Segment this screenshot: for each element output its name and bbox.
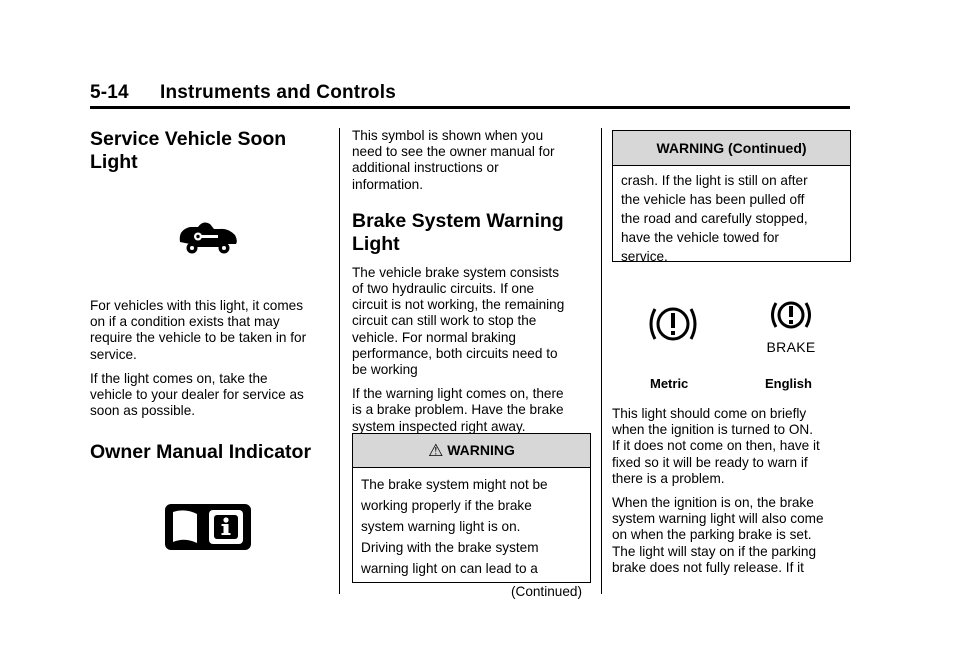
- page-number: 5-14: [90, 82, 129, 103]
- brake-icon-text: BRAKE: [766, 339, 816, 355]
- warning-continued-body: crash. If the light is still on after the vehicle has been pulled off the road and carefully stopped, have the vehicle towed for service.: [621, 173, 808, 264]
- brake-light-paragraph-2: When the ignition is on, the brake system warning light will also come on when the parking brake is set. The light will stay on if the parking brake does not fully release. If it: [612, 495, 824, 575]
- column-divider-2: [601, 128, 602, 594]
- column-divider-1: [339, 128, 340, 594]
- brake-paragraph-1: The vehicle brake system consists of two hydraulic circuits. If one circuit is not working, the remaining circuit can still work to stop the vehicle. For normal braking performance, both circuits need to be working: [352, 264, 565, 378]
- service-vehicle-soon-heading: Service Vehicle Soon Light: [90, 128, 287, 173]
- english-label: English: [765, 376, 812, 391]
- car-wrench-icon: [90, 218, 326, 258]
- column-2: [352, 128, 590, 435]
- warning-continued: (Continued): [510, 584, 582, 599]
- warning-continued-header: WARNING (Continued): [613, 131, 850, 166]
- owner-manual-book-icon: [90, 502, 326, 552]
- brake-warning-english-icon: [763, 298, 819, 354]
- warning-header: [353, 434, 590, 468]
- metric-label: Metric: [650, 376, 689, 391]
- brake-paragraph-2: If the warning light comes on, there is a brake problem. Have the brake system inspected right away.: [352, 386, 564, 434]
- warning-symbol-icon: ⚠: [428, 441, 444, 460]
- service-paragraph-1: For vehicles with this light, it comes on if a condition exists that may require the vehicle to be taken in for service.: [90, 298, 307, 362]
- service-paragraph-2: If the light comes on, take the vehicle to your dealer for service as soon as possible.: [90, 370, 304, 419]
- owner-manual-paragraph: This symbol is shown when you need to see the owner manual for additional instructions or information.: [352, 128, 555, 192]
- owner-manual-indicator-heading: Owner Manual Indicator: [90, 441, 312, 464]
- page-header: [90, 80, 850, 109]
- warning-box: [352, 433, 591, 599]
- brake-system-warning-heading: Brake System Warning Light: [352, 209, 564, 255]
- brake-warning-metric-icon: [645, 302, 701, 346]
- brake-light-paragraph-1: This light should come on briefly when the ignition is turned to ON. If it does not come on then, have it fixed so it will be ready to warn if there is a problem.: [612, 406, 820, 486]
- column-3-text: [612, 406, 850, 576]
- section-title: Instruments and Controls: [160, 82, 396, 103]
- warning-continued-box: [612, 130, 851, 262]
- warning-title: WARNING: [447, 442, 515, 458]
- column-1: [90, 128, 326, 552]
- warning-body: The brake system might not be working properly if the brake system warning light is on. Driving with the brake system warning light on can lead to a (Continued): [353, 468, 590, 602]
